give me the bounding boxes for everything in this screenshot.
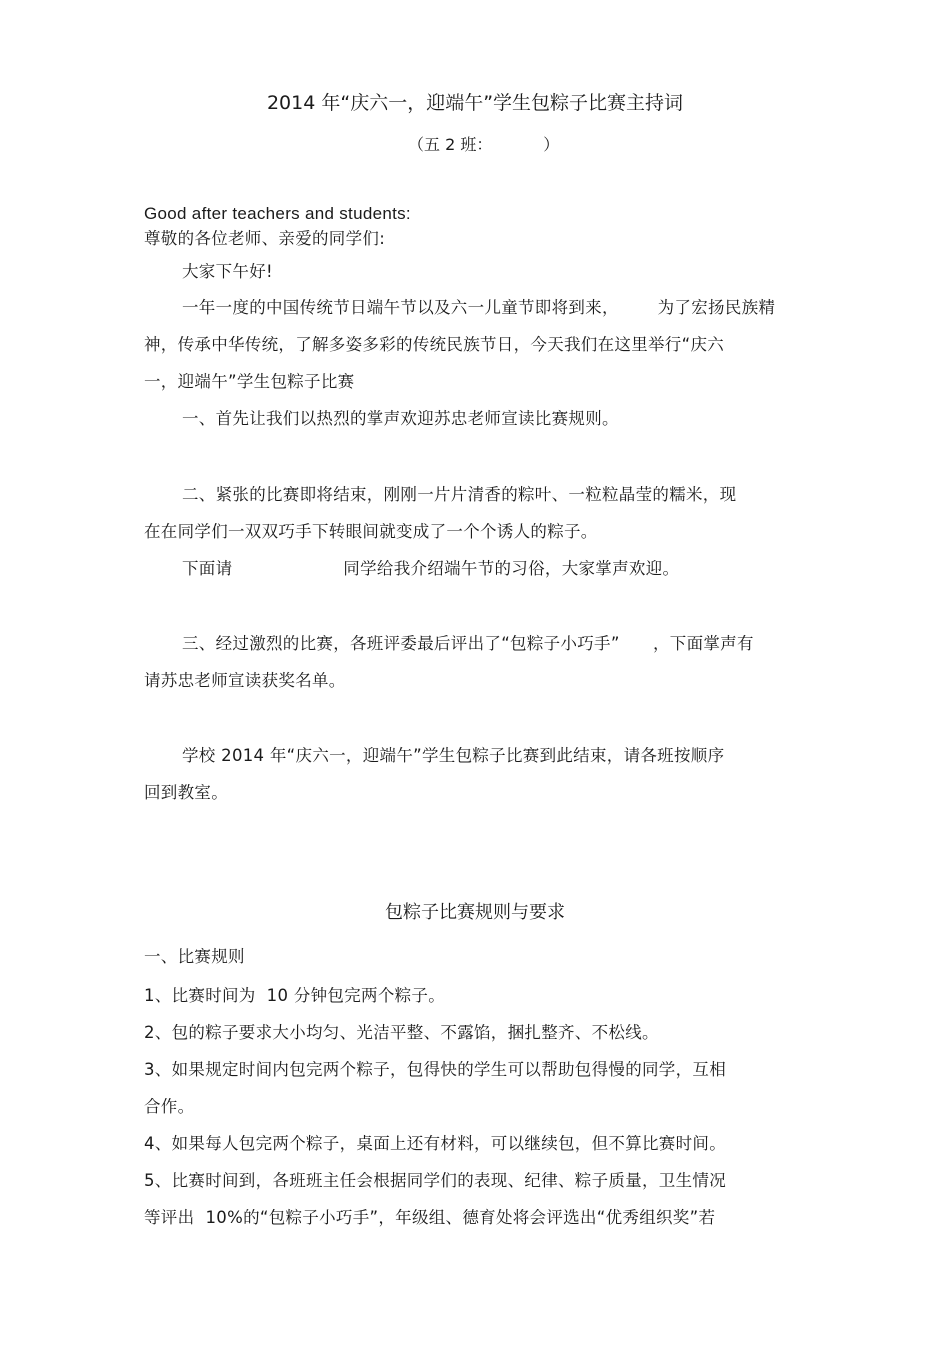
- hello-line: 大家下午好!: [182, 262, 273, 281]
- rule-item-5: 5、比赛时间到，各班班主任会根据同学们的表现、纪律、粽子质量，卫生情况: [144, 1171, 726, 1190]
- rules-title: 包粽子比赛规则与要求: [385, 902, 565, 923]
- rule-item-3: 3、如果规定时间内包完两个粽子，包得快的学生可以帮助包得慢的同学，互相: [144, 1060, 726, 1079]
- intro-line-3: 一，迎端午”学生包粽子比赛: [144, 372, 355, 391]
- part1-line: 一、首先让我们以热烈的掌声欢迎苏忠老师宣读比赛规则。: [182, 409, 619, 428]
- greeting-english: Good after teachers and students:: [144, 204, 411, 223]
- class-subtitle: （五 2 班： ）: [408, 135, 560, 154]
- intro-line-1: 一年一度的中国传统节日端午节以及六一儿童节即将到来， 为了宏扬民族精: [182, 298, 776, 317]
- rule-item-1: 1、比赛时间为 10 分钟包完两个粽子。: [144, 986, 446, 1005]
- rule-item-3-continued: 合作。: [144, 1097, 195, 1116]
- part2-line-1: 二、紧张的比赛即将结束，刚刚一片片清香的粽叶、一粒粒晶莹的糯米，现: [182, 485, 737, 504]
- closing-line-1: 学校 2014 年“庆六一，迎端午”学生包粽子比赛到此结束，请各班按顺序: [182, 746, 725, 765]
- closing-line-2: 回到教室。: [144, 783, 228, 802]
- rules-section-heading: 一、比赛规则: [144, 947, 245, 966]
- part3-line-2: 请苏忠老师宣读获奖名单。: [144, 671, 346, 690]
- rule-item-2: 2、包的粽子要求大小均匀、光洁平整、不露馅，捆扎整齐、不松线。: [144, 1023, 659, 1042]
- rule-item-4: 4、如果每人包完两个粽子，桌面上还有材料，可以继续包，但不算比赛时间。: [144, 1134, 726, 1153]
- greeting-chinese: 尊敬的各位老师、亲爱的同学们:: [144, 229, 386, 248]
- part2-line-2: 在在同学们一双双巧手下转眼间就变成了一个个诱人的粽子。: [144, 522, 598, 541]
- rule-item-5-continued: 等评出 10%的“包粽子小巧手”，年级组、德育处将会评选出“优秀组织奖”若: [144, 1208, 716, 1227]
- document-title: 2014 年“庆六一，迎端午”学生包粽子比赛主持词: [266, 92, 684, 114]
- part3-line-1: 三、经过激烈的比赛，各班评委最后评出了“包粽子小巧手” ，下面掌声有: [182, 634, 754, 653]
- intro-line-2: 神，传承中华传统，了解多姿多彩的传统民族节日，今天我们在这里举行“庆六: [144, 335, 725, 354]
- part2-invite-line: 下面请 同学给我介绍端午节的习俗，大家掌声欢迎。: [182, 559, 680, 578]
